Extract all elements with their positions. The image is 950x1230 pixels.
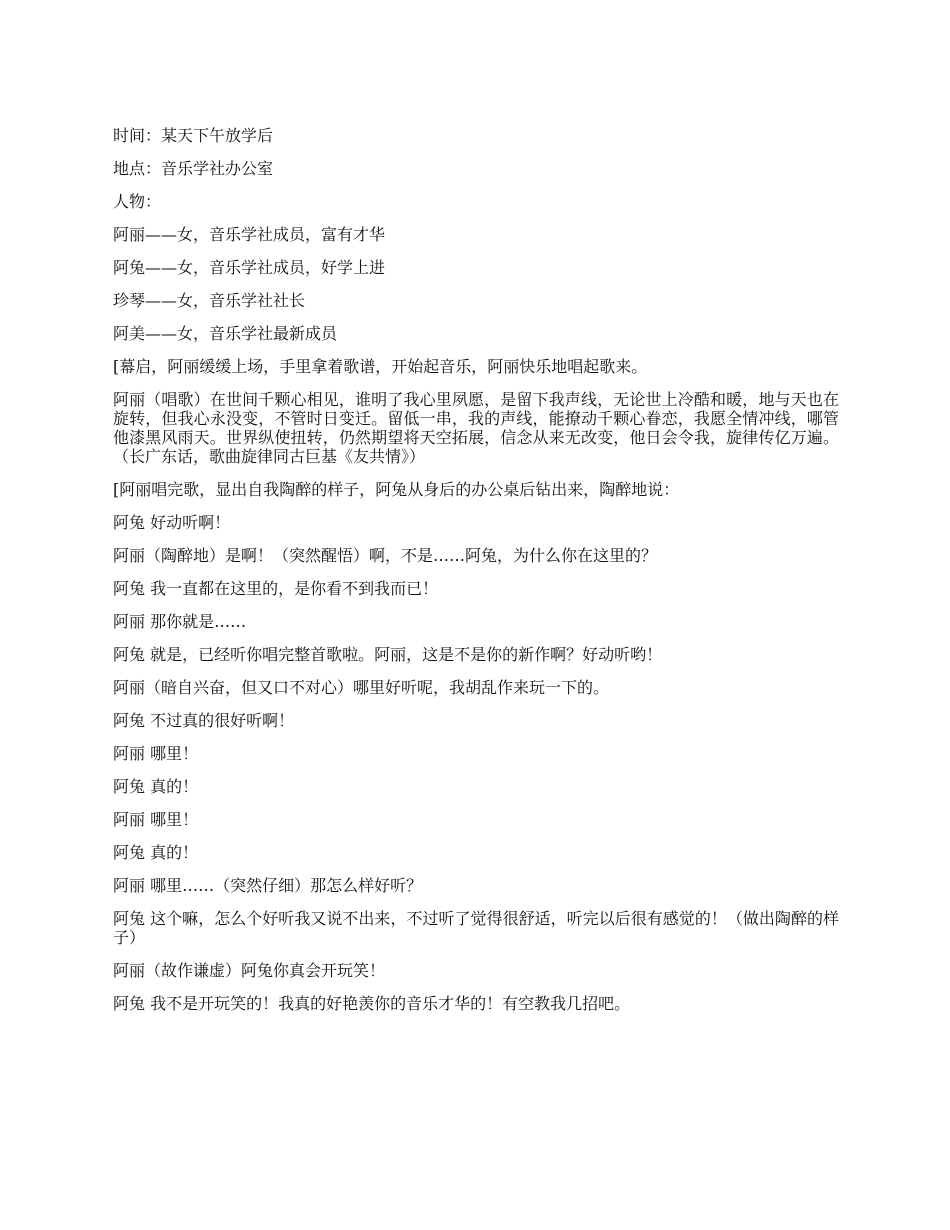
dialogue-line: 阿兔 好动听啊！: [113, 513, 231, 532]
dialogue-line: 阿丽（陶醉地）是啊！（突然醒悟）啊，不是……阿兔，为什么你在这里的？: [113, 546, 658, 565]
dialogue-line: 阿兔 我一直都在这里的，是你看不到我而已！: [113, 579, 439, 598]
document-page: [113, 126, 839, 1027]
dialogue-line: 阿丽（暗自兴奋，但又口不对心）哪里好听呢，我胡乱作来玩一下的。: [113, 678, 610, 697]
dialogue-line: 阿丽 哪里！: [113, 744, 199, 763]
dialogue-line: 阿丽 哪里！: [113, 810, 199, 829]
dialogue-line: 阿丽 哪里……（突然仔细）那怎么样好听？: [113, 876, 423, 895]
dialogue-line: 阿兔 就是，已经听你唱完整首歌啦。阿丽，这是不是你的新作啊？好动听哟！: [113, 645, 663, 664]
scene-time: 时间：某天下午放学后: [113, 126, 274, 145]
dialogue-line: 阿兔 我不是开玩笑的！我真的好艳羡你的音乐才华的！有空教我几招吧。: [113, 994, 631, 1013]
scene-location: 地点：音乐学社办公室: [113, 159, 274, 178]
characters-heading: 人物：: [113, 192, 162, 211]
dialogue-line: 阿兔 这个嘛，怎么个好听我又说不出来，不过听了觉得很舒适，听完以后很有感觉的！（做出陶醉的样子）: [113, 909, 839, 947]
stage-direction: [阿丽唱完歌，显出自我陶醉的样子，阿兔从身后的办公桌后钻出来，陶醉地说：: [113, 480, 680, 499]
dialogue-line: 阿丽 那你就是……: [113, 612, 247, 631]
dialogue-line: 阿兔 真的！: [113, 777, 199, 796]
character-zhenqin: 珍琴——女，音乐学社社长: [113, 291, 306, 310]
character-atu: 阿兔——女，音乐学社成员，好学上进: [113, 258, 386, 277]
character-ali: 阿丽——女，音乐学社成员，富有才华: [113, 225, 386, 244]
stage-direction: [幕启，阿丽缓缓上场，手里拿着歌谱，开始起音乐，阿丽快乐地唱起歌来。: [113, 357, 648, 376]
dialogue-line: 阿兔 真的！: [113, 843, 199, 862]
song-lyrics: 阿丽（唱歌）在世间千颗心相见，谁明了我心里夙愿，是留下我声线，无论世上冷酷和暖，地与天也在旋转，但我心永没变，不管时日变迁。留低一串，我的声线，能撩动千颗心眷恋，我愿全情冲线，哪管他漆黑风雨天。世界纵使扭转，仍然期望将天空拓展，信念从来无改变，他日会令我，旋律传亿万遍。（长广东话，歌曲旋律同古巨基《友共情》）: [113, 390, 839, 466]
dialogue-line: 阿兔 不过真的很好听啊！: [113, 711, 295, 730]
dialogue-line: 阿丽（故作谦虚）阿兔你真会开玩笑！: [113, 961, 386, 980]
character-amei: 阿美——女，音乐学社最新成员: [113, 324, 338, 343]
